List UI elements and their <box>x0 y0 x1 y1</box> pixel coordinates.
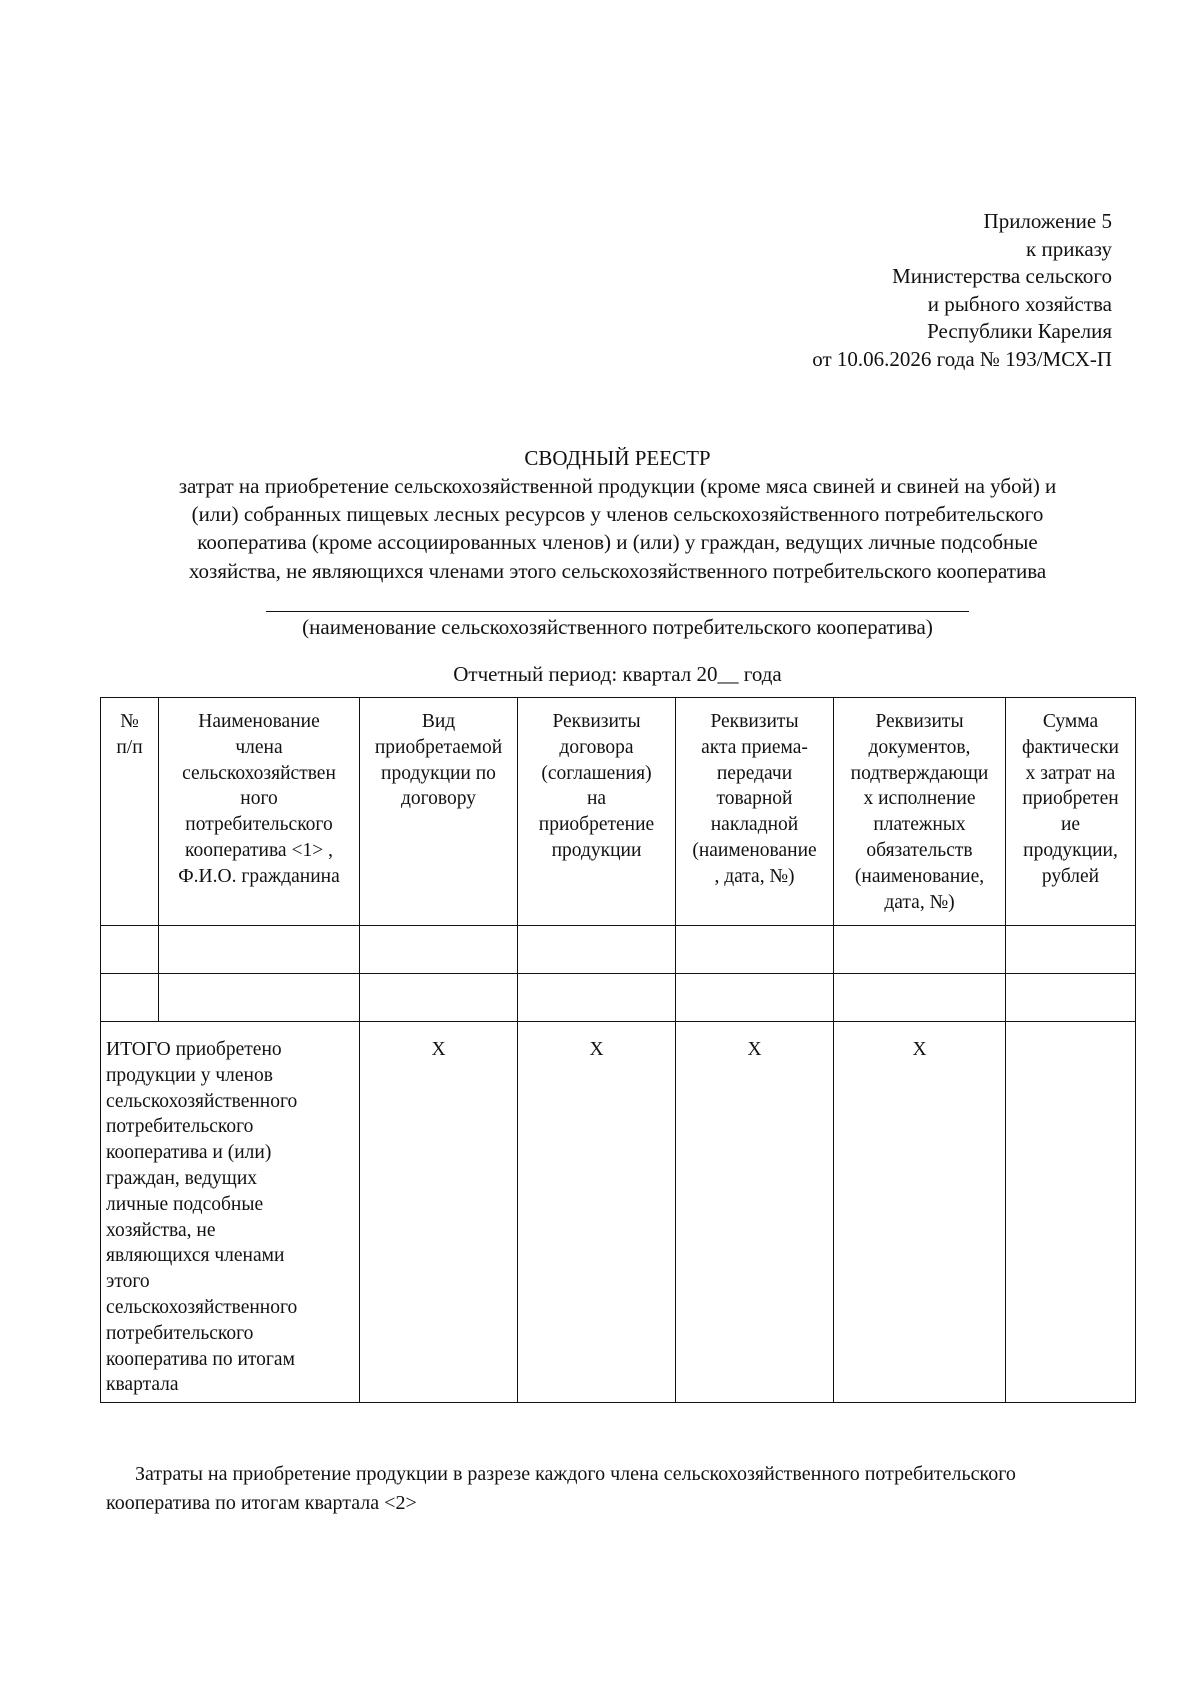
header-text: на <box>586 788 607 810</box>
table-row <box>101 926 1136 974</box>
header-text: х затрат на <box>1025 762 1116 784</box>
header-text: продукции, <box>1023 839 1118 861</box>
total-sum-cell[interactable] <box>1006 1022 1136 1403</box>
appendix-block <box>512 208 1112 373</box>
header-text: продукции по <box>381 762 496 784</box>
document-subtitle <box>100 472 1135 585</box>
total-label-line: продукции у членов <box>106 1064 273 1086</box>
header-text: сельскохозяйствен <box>182 762 336 784</box>
table-cell[interactable] <box>360 926 518 974</box>
total-label-line: квартала <box>106 1374 179 1396</box>
header-text: Наименование <box>198 711 320 732</box>
total-label-line: кооператива и (или) <box>106 1142 272 1164</box>
header-cell-product-type <box>360 698 518 926</box>
total-label-line: сельскохозяйственного <box>106 1296 298 1318</box>
footnote-line: Затраты на приобретение продукции в разрезе каждого члена сельскохозяйственного потребительского <box>135 1463 1016 1485</box>
header-text: ие <box>1060 814 1081 836</box>
total-label-line: сельскохозяйственного <box>106 1090 298 1112</box>
header-text: подтверждающи <box>850 762 989 784</box>
total-label-line: личные подсобные <box>106 1193 264 1215</box>
header-cell-actual-cost-sum <box>1006 698 1136 926</box>
footnote-text <box>106 1460 1126 1518</box>
table-cell[interactable] <box>159 974 360 1022</box>
table-cell[interactable] <box>101 926 159 974</box>
table-cell[interactable] <box>834 926 1006 974</box>
registry-table <box>100 697 1136 1403</box>
header-text: Реквизиты <box>552 711 641 732</box>
header-text: х исполнение <box>863 788 976 810</box>
table-cell[interactable] <box>518 926 676 974</box>
header-text: кооператива <1> , <box>185 839 333 861</box>
header-cell-transfer-act-details <box>676 698 834 926</box>
table-cell[interactable] <box>159 926 360 974</box>
header-text: № <box>120 711 139 732</box>
document-title: СВОДНЫЙ РЕЕСТР <box>524 446 711 470</box>
total-row <box>101 1022 1136 1403</box>
total-label-line: являющихся членами <box>106 1245 285 1267</box>
table-row <box>101 974 1136 1022</box>
header-text: договора <box>559 736 634 758</box>
table-cell[interactable] <box>518 974 676 1022</box>
appendix-line: Министерства сельского <box>892 264 1112 288</box>
subtitle-line: хозяйства, не являющихся членами этого сельскохозяйственного потребительского кооператива <box>188 558 1047 583</box>
appendix-line: Приложение 5 <box>983 209 1112 233</box>
header-text: члена <box>235 736 283 758</box>
total-label-line: этого <box>106 1271 150 1293</box>
header-cell-contract-details <box>518 698 676 926</box>
header-text: (наименование, <box>854 865 985 887</box>
header-text: (соглашения) <box>541 762 652 784</box>
cooperative-name-fill-line <box>266 611 969 612</box>
subtitle-line: затрат на приобретение сельскохозяйственной продукции (кроме мяса свиней и свиней на убой) и <box>178 474 1057 498</box>
header-text: п/п <box>116 736 143 758</box>
header-text: Сумма <box>1042 711 1099 732</box>
table-cell[interactable] <box>360 974 518 1022</box>
header-text: Вид <box>421 711 456 732</box>
reporting-period: Отчетный период: квартал 20__ года <box>453 662 782 686</box>
header-text: продукции <box>551 839 642 861</box>
total-mark-cell: X <box>834 1022 1006 1403</box>
total-label-line: кооператива по итогам <box>106 1348 295 1370</box>
header-text: товарной <box>716 788 793 810</box>
header-text: Ф.И.О. гражданина <box>178 865 340 887</box>
total-label-line: хозяйства, не <box>106 1219 216 1241</box>
header-cell-payment-documents <box>834 698 1006 926</box>
total-mark-cell: X <box>676 1022 834 1403</box>
header-text: Реквизиты <box>875 711 964 732</box>
table-cell[interactable] <box>676 926 834 974</box>
header-text: приобретен <box>1022 788 1119 810</box>
total-mark-cell: X <box>360 1022 518 1403</box>
total-mark-cell: X <box>518 1022 676 1403</box>
header-text: фактически <box>1022 736 1119 758</box>
header-text: документов, <box>868 736 971 758</box>
table-cell[interactable] <box>676 974 834 1022</box>
table-cell[interactable] <box>1006 974 1136 1022</box>
cooperative-name-caption: (наименование сельскохозяйственного потребительского кооператива) <box>302 615 933 639</box>
header-text: потребительского <box>185 814 333 836</box>
footnote-line: кооператива по итогам квартала <2> <box>106 1492 417 1514</box>
header-cell-member-name <box>159 698 360 926</box>
appendix-line: и рыбного хозяйства <box>927 291 1112 316</box>
table-cell[interactable] <box>101 974 159 1022</box>
appendix-line: Республики Карелия <box>927 319 1112 343</box>
header-text: передачи <box>716 762 793 784</box>
header-text: Реквизиты <box>710 711 799 732</box>
header-text: платежных <box>873 814 966 836</box>
subtitle-line: (или) собранных пищевых лесных ресурсов у членов сельскохозяйственного потребительского <box>191 502 1044 527</box>
header-text: приобретение <box>538 814 655 836</box>
appendix-line: к приказу <box>1026 236 1112 261</box>
total-label-line: ИТОГО приобретено <box>106 1039 282 1060</box>
table-cell[interactable] <box>1006 926 1136 974</box>
header-text: обязательств <box>866 839 973 861</box>
header-text: , дата, №) <box>714 865 795 887</box>
header-text: акта приема- <box>701 736 808 758</box>
header-text: (наименование <box>692 839 817 861</box>
total-label-line: потребительского <box>106 1116 254 1138</box>
table-cell[interactable] <box>834 974 1006 1022</box>
total-label-line: граждан, ведущих <box>106 1167 258 1189</box>
header-text: ного <box>240 788 278 810</box>
header-text: дата, №) <box>884 891 955 913</box>
total-label-line: потребительского <box>106 1322 254 1344</box>
header-text: договору <box>400 788 476 810</box>
table-header-row <box>101 698 1136 926</box>
header-cell-number <box>101 698 159 926</box>
appendix-line: от 10.06.2026 года № 193/МСХ-П <box>812 346 1112 371</box>
header-text: приобретаемой <box>374 736 503 758</box>
subtitle-line: кооператива (кроме ассоциированных членов) и (или) у граждан, ведущих личные подсобные <box>197 530 1038 555</box>
header-text: рублей <box>1041 865 1100 887</box>
total-label-cell <box>101 1022 360 1403</box>
header-text: накладной <box>710 814 799 836</box>
